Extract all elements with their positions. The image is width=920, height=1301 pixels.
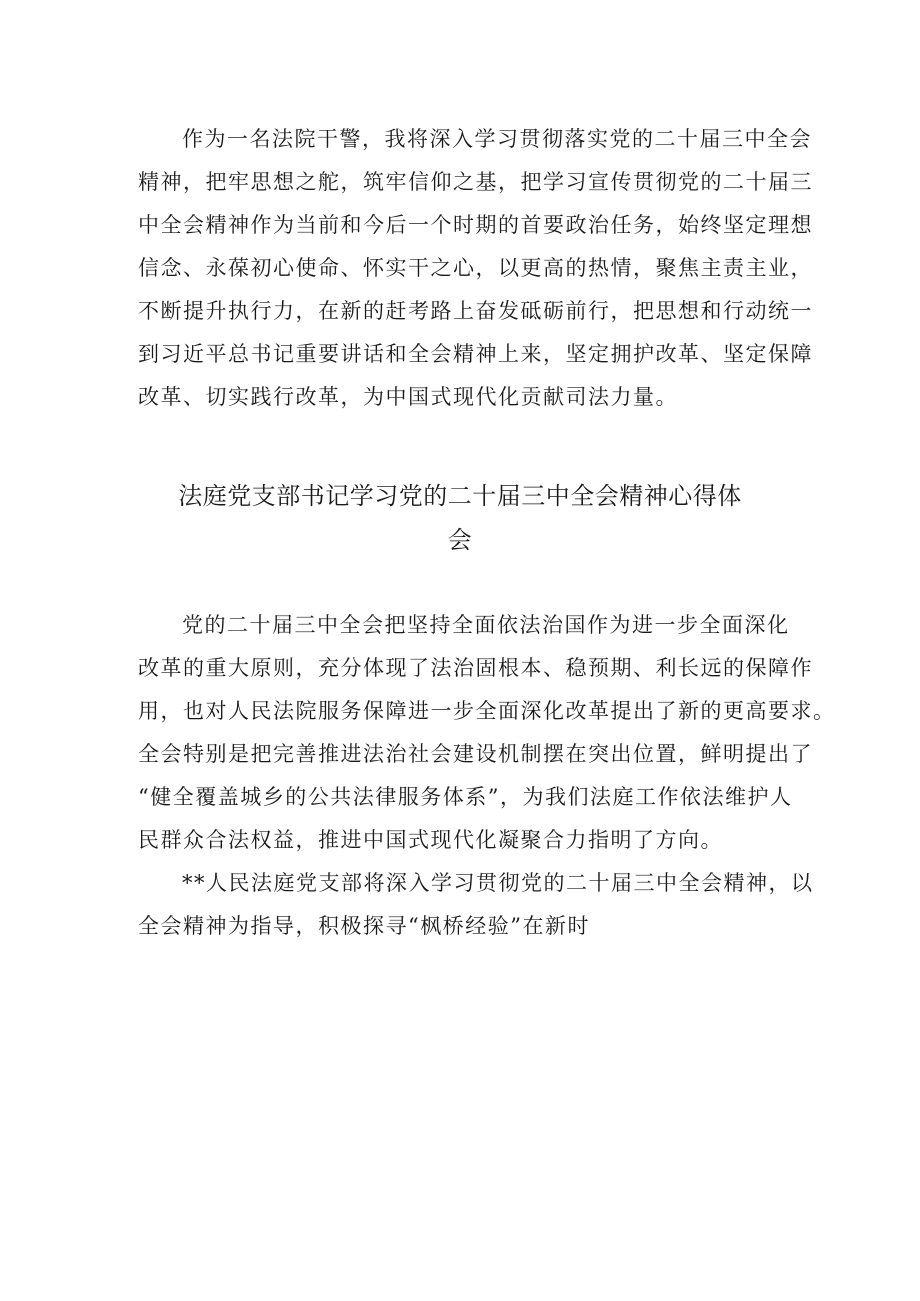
paragraph-2 [138,604,836,862]
heading-line: 法庭党支部书记学习党的二十届三中全会精神心得体 [178,482,742,510]
paragraph-line: “健全覆盖城乡的公共法律服务体系”，为我们法庭工作依法维护人 [138,785,793,809]
paragraph-line: 全会特别是把完善推进法治社会建设机制摆在突出位置，鲜明提出了 [138,742,813,766]
paragraph-line: 民群众合法权益，推进中国式现代化凝聚合力指明了方向。 [138,828,723,852]
paragraph-line: 信念、永葆初心使命、怀实干之心，以更高的热情，聚焦主责主业， [138,256,813,280]
paragraph-3 [138,862,814,948]
paragraph-line: 党的二十届三中全会把坚持全面依法治国作为进一步全面深化 [182,613,790,637]
paragraph-line: 用，也对人民法院服务保障进一步全面深化改革提出了新的更高要求。 [138,699,836,723]
paragraph-line: 不断提升执行力，在新的赶考路上奋发砥砺前行，把思想和行动统一 [138,299,813,323]
heading-line: 会 [447,526,473,554]
paragraph-line: 改革的重大原则，充分体现了法治固根本、稳预期、利长远的保障作 [138,656,813,680]
paragraph-1 [138,118,813,419]
section-heading [100,474,820,562]
paragraph-line: **人民法庭党支部将深入学习贯彻党的二十届三中全会精神，以 [182,871,814,895]
paragraph-line: 到习近平总书记重要讲话和全会精神上来，坚定拥护改革、坚定保障 [138,342,813,366]
paragraph-line: 精神，把牢思想之舵，筑牢信仰之基，把学习宣传贯彻党的二十届三 [138,170,813,194]
paragraph-line: 改革、切实践行改革，为中国式现代化贡献司法力量。 [138,385,678,409]
paragraph-line: 中全会精神作为当前和今后一个时期的首要政治任务，始终坚定理想 [138,213,813,237]
paragraph-line: 全会精神为指导，积极探寻“枫桥经验”在新时 [138,914,590,938]
paragraph-line: 作为一名法院干警，我将深入学习贯彻落实党的二十届三中全会 [182,127,812,151]
